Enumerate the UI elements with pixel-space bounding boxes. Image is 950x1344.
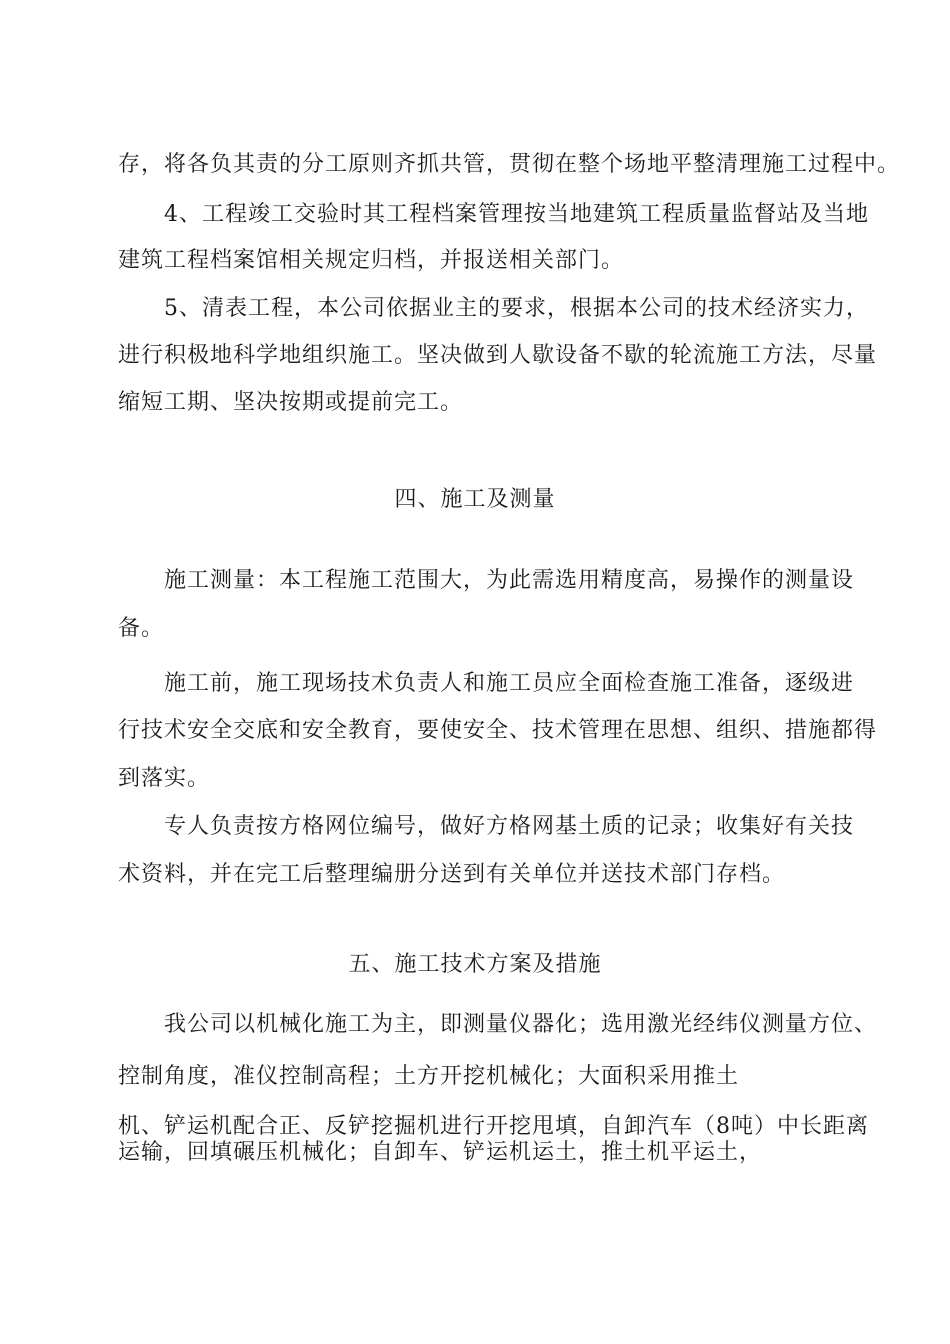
paragraph-line: 备。 — [118, 616, 165, 641]
paragraph-line: 行技术安全交底和安全教育，要使安全、技术管理在思想、组织、措施都得 — [118, 718, 878, 743]
paragraph-line: 进行积极地科学地组织施工。坚决做到人歇设备不歇的轮流施工方法，尽量 — [118, 343, 878, 368]
paragraph-line: 4、工程竣工交验时其工程档案管理按当地建筑工程质量监督站及当地 — [164, 202, 869, 227]
paragraph-line: 施工前，施工现场技术负责人和施工员应全面检查施工准备，逐级进 — [164, 671, 855, 696]
paragraph-line: 机、铲运机配合正、反铲挖掘机进行开挖甩填，自卸汽车（8吨）中长距离 — [118, 1114, 869, 1139]
section-heading: 五、施工技术方案及措施 — [348, 952, 602, 977]
paragraph-line: 控制角度，准仪控制高程；土方开挖机械化；大面积采用推土 — [118, 1064, 740, 1089]
paragraph-line: 专人负责按方格网位编号，做好方格网基土质的记录；收集好有关技 — [164, 814, 855, 839]
section-heading: 四、施工及测量 — [394, 487, 556, 512]
paragraph-line: 存，将各负其责的分工原则齐抓共管，贯彻在整个场地平整清理施工过程中。 — [118, 152, 901, 177]
paragraph-line: 运输，回填碾压机械化；自卸车、铲运机运土，推土机平运土， — [118, 1140, 763, 1165]
paragraph-line: 缩短工期、坚决按期或提前完工。 — [118, 390, 464, 415]
paragraph-line: 我公司以机械化施工为主，即测量仪器化；选用激光经纬仪测量方位、 — [164, 1012, 878, 1037]
paragraph-line: 到落实。 — [118, 766, 211, 791]
paragraph-line: 建筑工程档案馆相关规定归档，并报送相关部门。 — [118, 248, 625, 273]
paragraph-line: 5、清表工程，本公司依据业主的要求，根据本公司的技术经济实力， — [164, 296, 869, 321]
paragraph-line: 术资料，并在完工后整理编册分送到有关单位并送技术部门存档。 — [118, 862, 786, 887]
paragraph-line: 施工测量：本工程施工范围大，为此需选用精度高，易操作的测量设 — [164, 568, 855, 593]
